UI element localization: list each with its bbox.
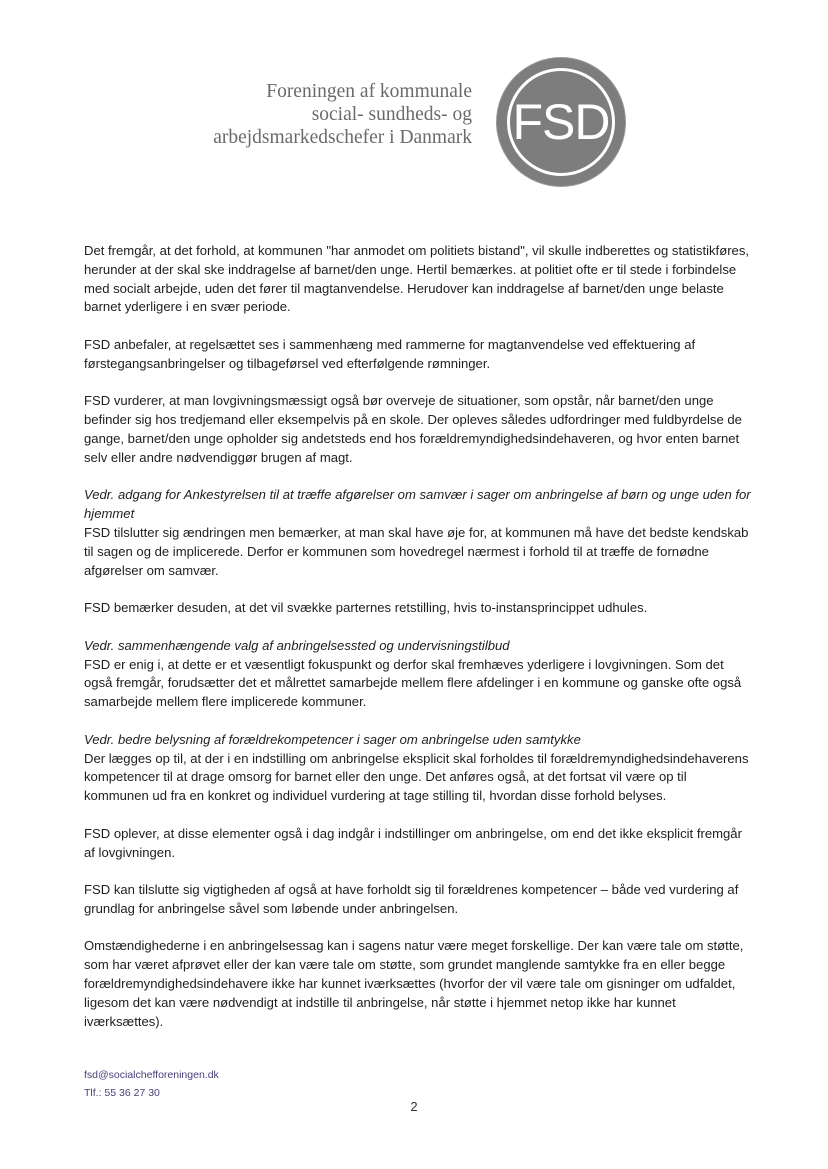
paragraph-third-party-situations: FSD vurderer, at man lovgivningsmæssigt også bør overveje de situationer, som opstår, når barnet/den unge befinder sig hos tredjemand eller eksempelvis på en skole. Der opleves således udfordringer med fuldbyrdelse de gange, barnet/den unge opholder sig andetsteds end hos forældremyndighedsindehaveren, og hvor enten barnet selv eller andre nødvendiggør brugen af magt. — [84, 393, 742, 465]
paragraph-municipality-knowledge: FSD tilslutter sig ændringen men bemærker, at man skal have øje for, at kommunen må have det bedste kendskab til sagen og de implicerede. Derfor er kommunen som hovedregel nærmest i forhold til at træffe de fornødne afgørelser om samvær. — [84, 524, 749, 578]
fsd-logo — [497, 58, 625, 186]
paragraph-competence-recommendation: Der lægges op til, at der i en indstilling om anbringelse eksplicit skal forholdes til forældremyndighedsindehaverens kompetencer til at drage omsorg for barnet eller den unge. Det anføres også, at det fortsat vil være op til kommunen ud fra en konkret og individuel vurdering at tage stilling til, hvordan disse forhold belyses. — [84, 750, 749, 804]
footer-phone: Tlf.: 55 36 27 30 — [84, 1087, 160, 1099]
section-heading-placement-education: Vedr. sammenhængende valg af anbringelsessted og undervisningstilbud — [84, 637, 510, 653]
footer-contact — [84, 1066, 219, 1102]
paragraph-case-circumstances: Omstændighederne i en anbringelsessag kan i sagens natur være meget forskellige. Der kan være tale om støtte, som har været afprøvet eller der kan være tale om støtte, som grundet manglende samtykke fra en eller begge forældremyndighedsindehavere ikke har kunnet iværksættes (hvorfor der vil være tale om gisninger om udfaldet, ligesom det kan være nødvendigt at indstille til anbringelse, når støtte i hjemmet netop ikke har kunnet iværksættes). — [84, 938, 744, 1029]
organization-name-line-1: Foreningen af kommunale — [266, 81, 472, 102]
paragraph-parental-competences-support: FSD kan tilslutte sig vigtigheden af også at have forholdt sig til forældrenes kompetencer – både ved vurdering af grundlag for anbringelse såvel som løbende under anbringelsen. — [84, 882, 739, 916]
letter-body — [84, 242, 752, 1031]
paragraph-two-instance-principle: FSD bemærker desuden, at det vil svække parternes retstilling, hvis to-instansprincippet udhules. — [84, 600, 648, 616]
organization-name-line-2: social- sundheds- og — [311, 104, 472, 125]
section-heading-ankestyrelsen: Vedr. adgang for Ankestyrelsen til at træffe afgørelser om samvær i sager om anbringelse af børn og unge uden for hjemmet — [84, 487, 751, 522]
organization-name-line-3: arbejdsmarkedschefer i Danmark — [213, 127, 472, 148]
fsd-logo-text: FSD — [512, 94, 610, 150]
section-heading-parental-competences: Vedr. bedre belysning af forældrekompetencer i sager om anbringelse uden samtykke — [84, 731, 581, 747]
paragraph-police-assistance: Det fremgår, at det forhold, at kommunen "har anmodet om politiets bistand", vil skulle indberettes og statistikføres, herunder at der skal ske inddragelse af barnet/den unge. Hertil bemærkes. at politiet ofte er til stede i forbindelse med socialt arbejde, uden det fører til magtanvendelse. Herudover kan inddragelse af barnet/den unge belaste barnet yderligere i en svær periode. — [84, 243, 750, 315]
fsd-logo-ring — [507, 68, 615, 176]
paragraph-collaboration-focus: FSD er enig i, at dette er et væsentligt fokuspunkt og derfor skal fremhæves yderligere i lovgivningen. Som det også fremgår, forudsætter det et målrettet samarbejde mellem flere afdelinger i en kommune og ganske ofte også samarbejde mellem flere implicerede kommuner. — [84, 656, 742, 710]
organization-name — [213, 80, 472, 149]
footer-email: fsd@socialchefforeningen.dk — [84, 1069, 219, 1081]
paragraph-existing-practice: FSD oplever, at disse elementer også i dag indgår i indstillinger om anbringelse, om end det ikke eksplicit fremgår af lovgivningen. — [84, 825, 742, 860]
page-number: 2 — [410, 1099, 418, 1114]
paragraph-regulation-recommendation: FSD anbefaler, at regelsættet ses i sammenhæng med rammerne for magtanvendelse ved effektuering af førstegangsanbringelser og tilbageførsel ved efterfølgende rømninger. — [84, 336, 696, 371]
